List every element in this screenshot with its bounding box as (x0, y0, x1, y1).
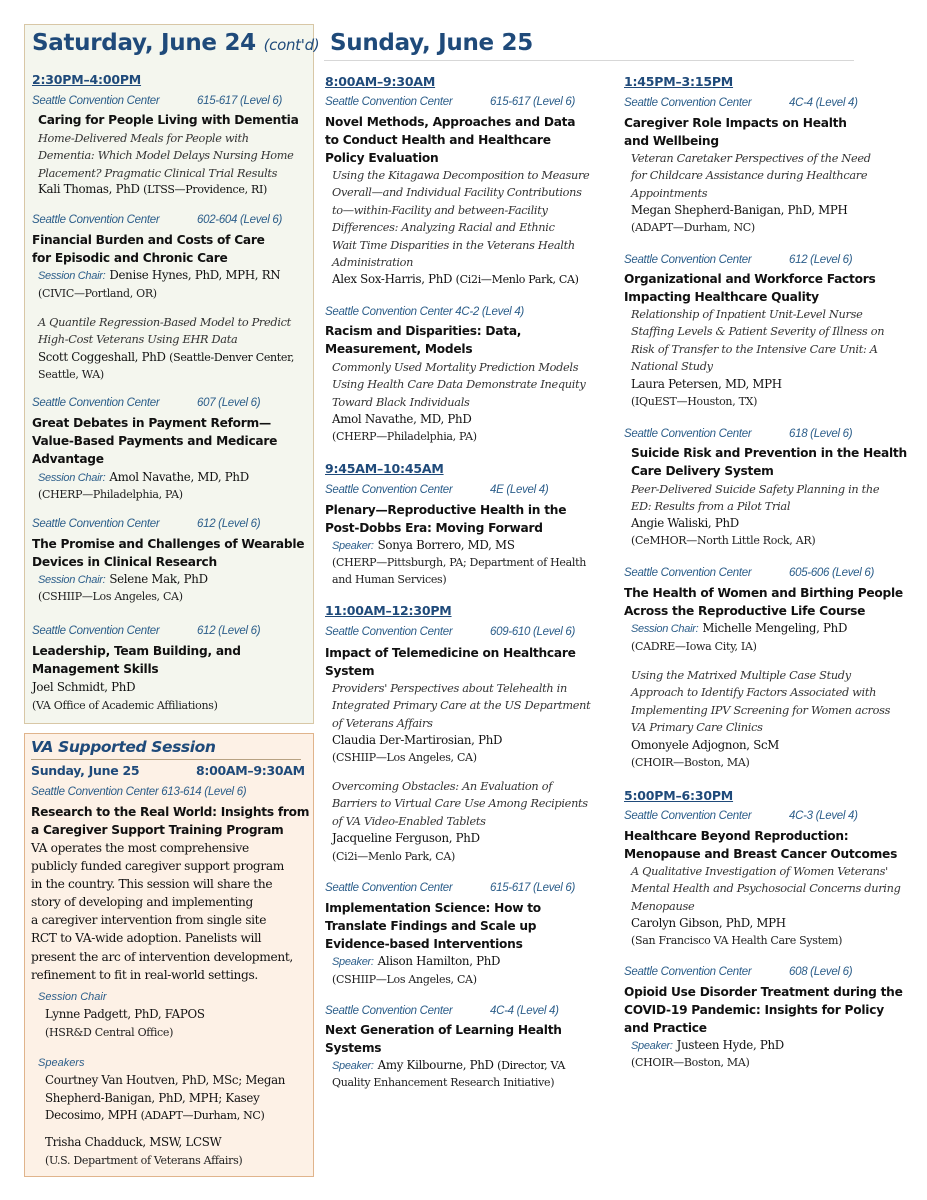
presenter: Kali Thomas, PhD (LTSS—Providence, RI) (38, 182, 267, 196)
affiliation: (CSHIIP—Los Angeles, CA) (38, 590, 183, 603)
time-slot: 5:00PM–6:30PM (624, 788, 734, 803)
affiliation: Seattle, WA) (38, 368, 104, 381)
speakers: Courtney Van Houtven, PhD, MSc; Megan Shepherd-Banigan, PhD, MPH; Kasey Decosimo, MPH (ADAPT—Durham, NC) (45, 1073, 286, 1123)
speaker: Speaker: Alison Hamilton, PhD (332, 954, 501, 968)
va-time: 8:00AM–9:30AM (196, 763, 305, 778)
paper-title: Overcoming Obstacles: An Evaluation of Barriers to Virtual Care Use Among Recipients of VA Video-Enabled Tablets (332, 780, 588, 828)
session-title: Next Generation of Learning Health Systems (325, 1023, 562, 1055)
session-chair: Session Chair: Selene Mak, PhD (38, 572, 208, 586)
venue-label: Seattle Convention Center 602-604 (Level 6) (32, 214, 283, 226)
venue-label: Seattle Convention Center 613-614 (Level 6) (31, 786, 247, 798)
affiliation: Quality Enhancement Research Initiative) (332, 1076, 555, 1089)
venue-label: Seattle Convention Center 612 (Level 6) (32, 625, 261, 637)
venue-label: Seattle Convention Center 612 (Level 6) (624, 254, 853, 266)
presenter: Angie Waliski, PhD (631, 516, 739, 530)
session-chair: Lynne Padgett, PhD, FAPOS (45, 1007, 205, 1021)
paper-title: A Qualitative Investigation of Women Veterans' Mental Health and Psychosocial Concerns during Menopause (631, 865, 901, 913)
venue-label: Seattle Convention Center 609-610 (Level 6) (325, 626, 576, 638)
paper-title: Relationship of Inpatient Unit-Level Nurse Staffing Levels & Patient Severity of Illness on Risk of Transfer to the Intensive Care Unit: A National Study (631, 308, 885, 374)
presenter: Joel Schmidt, PhD (32, 680, 136, 694)
session-title: Caring for People Living with Dementia (38, 113, 299, 127)
session-title: Financial Burden and Costs of Care for Episodic and Chronic Care (32, 233, 265, 265)
session-title: Implementation Science: How to Translate Findings and Scale up Evidence-based Interventions (325, 901, 541, 951)
affiliation: (ADAPT—Durham, NC) (631, 221, 755, 234)
paper-title: Commonly Used Mortality Prediction Models Using Health Care Data Demonstrate Inequity Toward Black Individuals (332, 361, 586, 409)
venue-label: Seattle Convention Center 608 (Level 6) (624, 966, 853, 978)
sunday-divider (324, 60, 854, 61)
affiliation: (CHERP—Philadelphia, PA) (332, 430, 477, 443)
presenter: Laura Petersen, MD, MPH (631, 377, 782, 391)
session-title: Opioid Use Disorder Treatment during the COVID-19 Pandemic: Insights for Policy and Practice (624, 985, 903, 1035)
time-slot: 11:00AM–12:30PM (325, 603, 452, 618)
session-title: Leadership, Team Building, and Management Skills (32, 644, 241, 676)
venue-label: Seattle Convention Center 4C-2 (Level 4) (325, 306, 524, 318)
venue-label: Seattle Convention Center 618 (Level 6) (624, 428, 853, 440)
paper-title: Home-Delivered Meals for People with Dementia: Which Model Delays Nursing Home Placement? Pragmatic Clinical Trial Results (38, 132, 294, 180)
affiliation: (VA Office of Academic Affiliations) (32, 699, 218, 712)
presenter: Alex Sox-Harris, PhD (Ci2i—Menlo Park, CA) (332, 272, 579, 286)
saturday-day-text: Saturday, June 24 (32, 30, 256, 56)
paper-title: Using the Matrixed Multiple Case Study Approach to Identify Factors Associated with Implementing IPV Screening for Women across VA Primary Care Clinics (631, 669, 891, 735)
session-title: Great Debates in Payment Reform— Value-Based Payments and Medicare Advantage (32, 416, 278, 466)
affiliation: (CHERP—Philadelphia, PA) (38, 488, 183, 501)
paper-title: Peer-Delivered Suicide Safety Planning in the ED: Results from a Pilot Trial (631, 483, 880, 514)
affiliation: (CHERP—Pittsburgh, PA; Department of Health and Human Services) (332, 556, 586, 586)
session-title: Plenary—Reproductive Health in the Post-Dobbs Era: Moving Forward (325, 503, 567, 535)
presenter: Omonyele Adjognon, ScM (631, 738, 780, 752)
affiliation: (San Francisco VA Health Care System) (631, 934, 843, 947)
session-title: Impact of Telemedicine on Healthcare System (325, 646, 576, 678)
time-slot: 9:45AM–10:45AM (325, 461, 444, 476)
venue-label: Seattle Convention Center 4C-4 (Level 4) (624, 97, 858, 109)
speakers-label: Speakers (38, 1057, 85, 1069)
paper-title: Using the Kitagawa Decomposition to Measure Overall—and Individual Facility Contributions to—within-Facility and between-Facility Differences: Analyzing Racial and Ethnic Wait Time Disparities in the Veterans Health Administration (332, 169, 590, 270)
session-title: Suicide Risk and Prevention in the Health Care Delivery System (631, 446, 907, 478)
va-divider (31, 759, 301, 760)
time-slot: 2:30PM–4:00PM (32, 72, 142, 87)
venue-label: Seattle Convention Center 615-617 (Level 6) (325, 882, 576, 894)
session-title: Caregiver Role Impacts on Health and Wellbeing (624, 116, 847, 148)
presenter: Jacqueline Ferguson, PhD (332, 831, 480, 845)
session-title: The Promise and Challenges of Wearable Devices in Clinical Research (32, 537, 305, 569)
affiliation: (U.S. Department of Veterans Affairs) (45, 1154, 243, 1167)
saturday-heading (32, 30, 319, 56)
session-chair: Session Chair: Amol Navathe, MD, PhD (38, 470, 249, 484)
va-date: Sunday, June 25 (31, 763, 140, 778)
affiliation: (Ci2i—Menlo Park, CA) (332, 850, 455, 863)
presenter: Claudia Der-Martirosian, PhD (332, 733, 503, 747)
venue-label: Seattle Convention Center 612 (Level 6) (32, 518, 261, 530)
session-title: The Health of Women and Birthing People Across the Reproductive Life Course (624, 586, 903, 618)
affiliation: (CHOIR—Boston, MA) (631, 756, 750, 769)
speaker: Speaker: Amy Kilbourne, PhD (Director, VA (332, 1058, 566, 1072)
chair-label: Session Chair (38, 991, 107, 1003)
speaker: Trisha Chadduck, MSW, LCSW (45, 1135, 222, 1149)
session-title: Healthcare Beyond Reproduction: Menopause and Breast Cancer Outcomes (624, 829, 898, 861)
affiliation: (CADRE—Iowa City, IA) (631, 640, 757, 653)
speaker: Speaker: Justeen Hyde, PhD (631, 1038, 784, 1052)
session-chair: Session Chair: Denise Hynes, PhD, MPH, RN (38, 268, 281, 282)
paper-title: Veteran Caretaker Perspectives of the Need for Childcare Assistance during Healthcare Appointments (631, 152, 871, 200)
venue-label: Seattle Convention Center 4E (Level 4) (325, 484, 549, 496)
presenter: Carolyn Gibson, PhD, MPH (631, 916, 786, 930)
va-session-heading: VA Supported Session (31, 738, 216, 756)
sunday-heading: Sunday, June 25 (330, 30, 533, 56)
session-title: Racism and Disparities: Data, Measurement, Models (325, 324, 522, 356)
affiliation: (HSR&D Central Office) (45, 1026, 174, 1039)
paper-title: Providers' Perspectives about Telehealth in Integrated Primary Care at the US Department of Veterans Affairs (332, 682, 591, 730)
affiliation: (CIVIC—Portland, OR) (38, 287, 157, 300)
session-title: Research to the Real World: Insights from a Caregiver Support Training Program (31, 805, 310, 837)
affiliation: (CeMHOR—North Little Rock, AR) (631, 534, 816, 547)
affiliation: (CSHIIP—Los Angeles, CA) (332, 751, 477, 764)
contd-label: (cont'd) (263, 36, 320, 54)
presenter: Scott Coggeshall, PhD (Seattle-Denver Center, (38, 350, 295, 364)
presenter: Megan Shepherd-Banigan, PhD, MPH (631, 203, 848, 217)
session-title: Organizational and Workforce Factors Impacting Healthcare Quality (624, 272, 876, 304)
time-slot: 8:00AM–9:30AM (325, 74, 436, 89)
affiliation: (CSHIIP—Los Angeles, CA) (332, 973, 477, 986)
affiliation: (IQuEST—Houston, TX) (631, 395, 758, 408)
venue-label: Seattle Convention Center 605-606 (Level 6) (624, 567, 875, 579)
venue-label: Seattle Convention Center 4C-4 (Level 4) (325, 1005, 559, 1017)
session-title: Novel Methods, Approaches and Data to Conduct Health and Healthcare Policy Evaluation (325, 115, 576, 165)
affiliation: (CHOIR—Boston, MA) (631, 1056, 750, 1069)
venue-label: Seattle Convention Center 607 (Level 6) (32, 397, 261, 409)
paper-title: A Quantile Regression-Based Model to Predict High-Cost Veterans Using EHR Data (38, 316, 291, 347)
speaker: Speaker: Sonya Borrero, MD, MS (332, 538, 515, 552)
presenter: Amol Navathe, MD, PhD (332, 412, 472, 426)
venue-label: Seattle Convention Center 4C-3 (Level 4) (624, 810, 858, 822)
venue-label: Seattle Convention Center 615-617 (Level 6) (32, 95, 283, 107)
session-chair: Session Chair: Michelle Mengeling, PhD (631, 621, 848, 635)
venue-label: Seattle Convention Center 615-617 (Level 6) (325, 96, 576, 108)
time-slot: 1:45PM–3:15PM (624, 74, 734, 89)
session-description: VA operates the most comprehensive publicly funded caregiver support program in the country. This session will share the story of developing and implementing a caregiver intervention from single site RCT to VA-wide adoption. Panelists will present the arc of intervention development, refinement to fit in real-world settings. (31, 841, 293, 982)
